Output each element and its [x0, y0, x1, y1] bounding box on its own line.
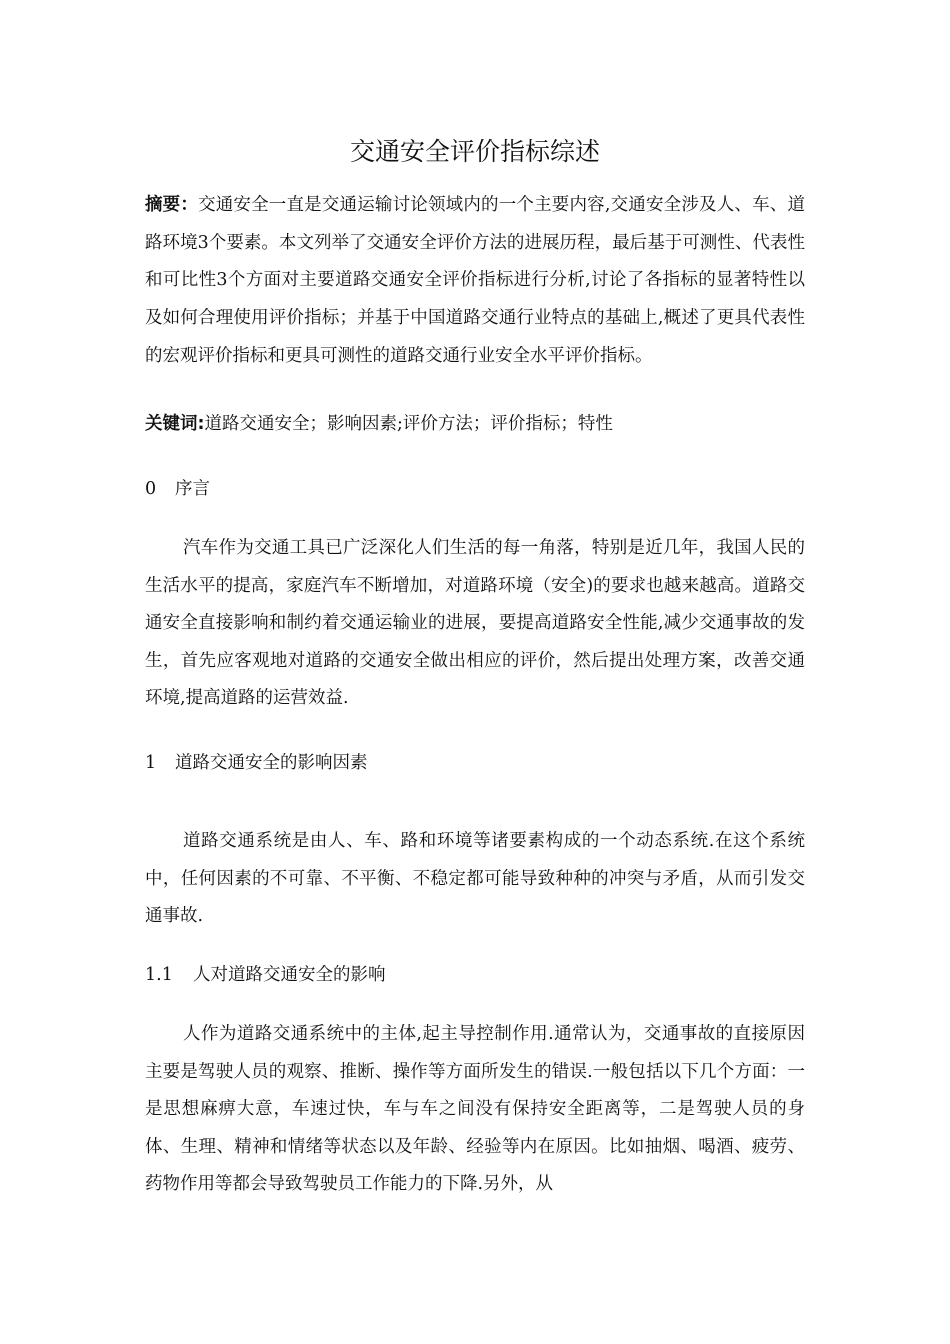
abstract [145, 187, 805, 376]
section-number: 1 [145, 753, 157, 773]
section-heading-1-1 [145, 960, 805, 990]
section-paragraph-0: 汽车作为交通工具已广泛深化人们生活的每一角落，特别是近几年，我国人民的生活水平的提高，家庭汽车不断增加，对道路环境（安全)的要求也越来越高。道路交通安全直接影响和制约着交通运输业的进展，要提高道路安全性能,减少交通事故的发生，首先应客观地对道路的交通安全做出相应的评价，然后提出处理方案，改善交通环境,提高道路的运营效益. [145, 538, 805, 708]
section-number: 0 [145, 479, 157, 499]
keywords [145, 407, 805, 441]
abstract-label: 摘要： [145, 195, 199, 215]
section-title: 道路交通安全的影响因素 [175, 753, 368, 773]
section-paragraph-1-1: 人作为道路交通系统中的主体,起主导控制作用.通常认为，交通事故的直接原因主要是驾驶人员的观察、推断、操作等方面所发生的错误.一般包括以下几个方面：一是思想麻痹大意，车速过快，车与车之间没有保持安全距离等，二是驾驶人员的身体、生理、精神和情绪等状态以及年龄、经验等内在原因。比如抽烟、喝酒、疲劳、药物作用等都会导致驾驶员工作能力的下降.另外，从 [145, 1024, 805, 1194]
section-heading-0 [145, 474, 805, 504]
section-heading-1 [145, 748, 805, 778]
section-title: 序言 [175, 479, 210, 499]
section-paragraph-1: 道路交通系统是由人、车、路和环境等诸要素构成的一个动态系统.在这个系统中，任何因素的不可靠、不平衡、不稳定都可能导致种种的冲突与矛盾，从而引发交通事故. [145, 831, 805, 926]
section-title: 人对道路交通安全的影响 [193, 965, 386, 985]
keywords-label: 关键词: [145, 414, 205, 434]
keywords-text: 道路交通安全；影响因素;评价方法；评价指标；特性 [204, 414, 613, 434]
abstract-text: 交通安全一直是交通运输讨论领域内的一个主要内容,交通安全涉及人、车、道路环境3个要素。本文列举了交通安全评价方法的进展历程，最后基于可测性、代表性和可比性3个方面对主要道路交通安全评价指标进行分析,讨论了各指标的显著特性以及如何合理使用评价指标；并基于中国道路交通行业特点的基础上,概述了更具代表性的宏观评价指标和更具可测性的道路交通行业安全水平评价指标。 [145, 195, 805, 366]
section-number: 1.1 [145, 965, 173, 985]
document-title: 交通安全评价指标综述 [349, 137, 600, 166]
